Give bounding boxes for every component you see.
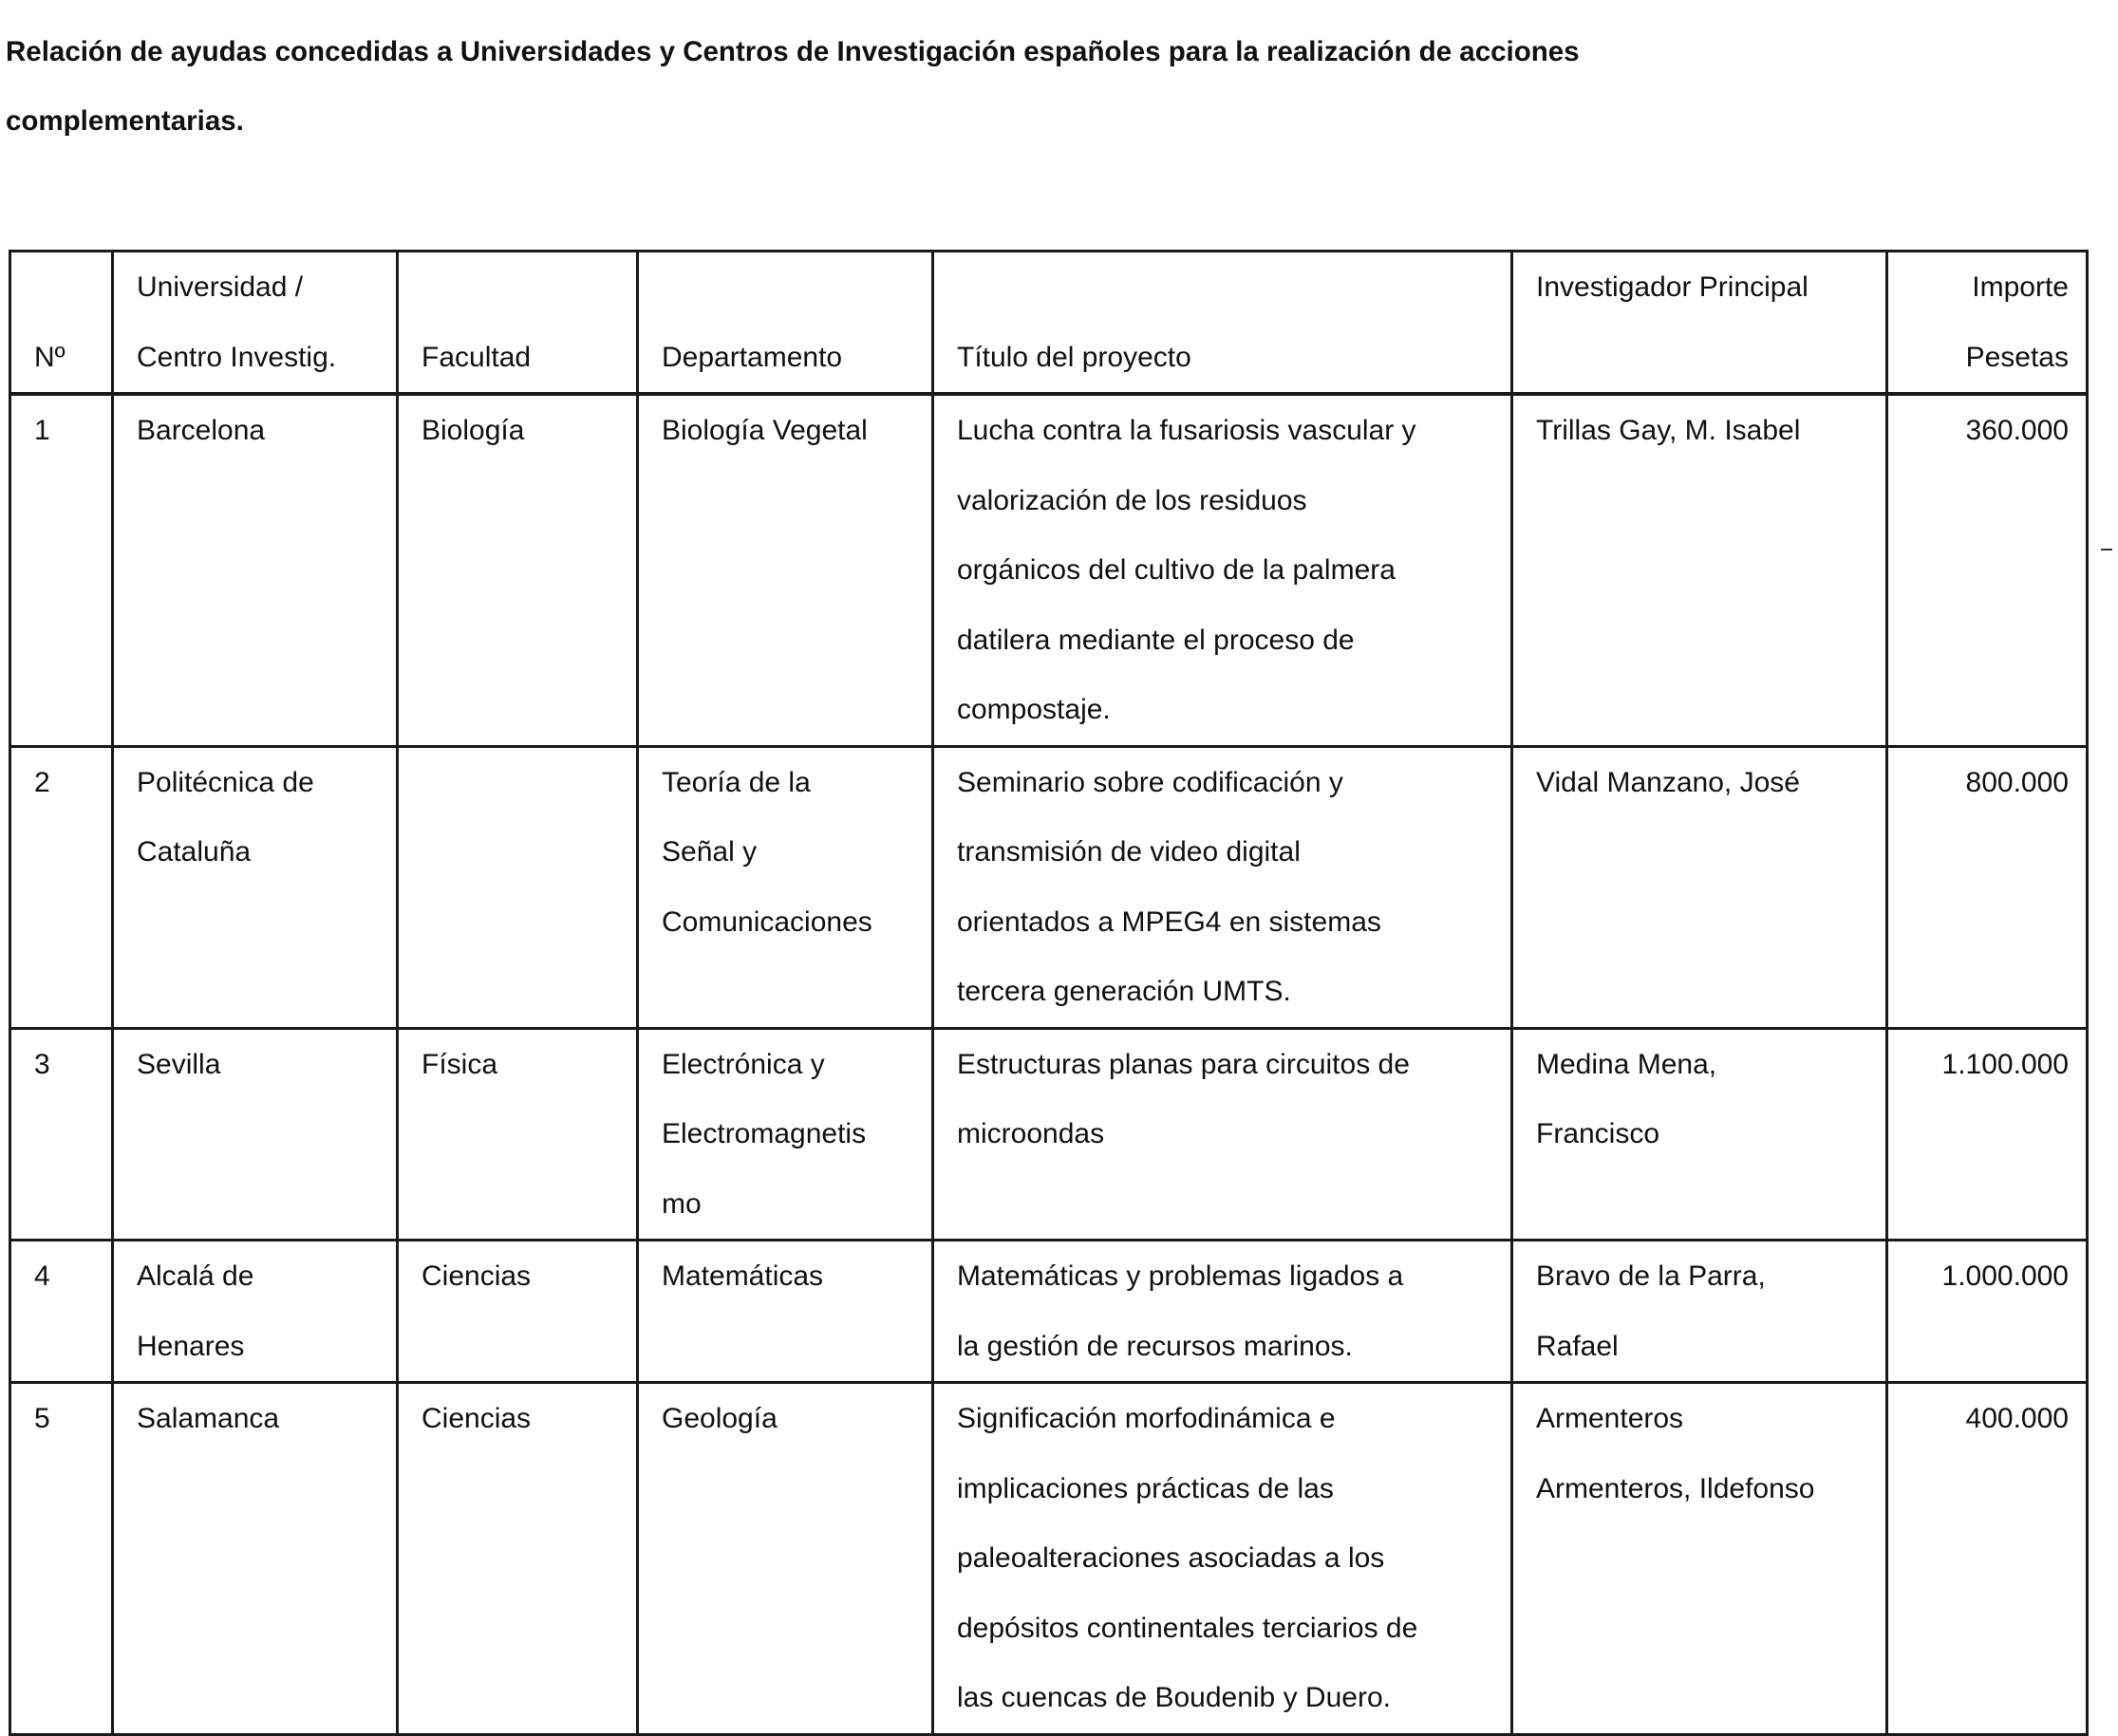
cell-investigador-line: Trillas Gay, M. Isabel <box>1536 415 1801 446</box>
cell-investigador-line: Armenteros, Ildefonso <box>1536 1472 1815 1504</box>
header-titulo: Título del proyecto <box>933 252 1512 395</box>
cell-num <box>10 1241 113 1383</box>
cell-universidad <box>113 1383 398 1735</box>
header-universidad: Universidad / Centro Investig. <box>113 252 398 395</box>
cell-titulo-line: Lucha contra la fusariosis vascular y <box>957 415 1416 446</box>
cell-importe-value: 800.000 <box>1965 766 2069 798</box>
cell-departamento-line: Señal y <box>662 836 758 868</box>
cell-facultad-line: Biología <box>422 415 525 446</box>
cell-departamento-line: Electromagnetis <box>662 1118 867 1149</box>
cell-importe <box>1887 394 2088 746</box>
cell-departamento-line: mo <box>662 1187 702 1220</box>
cell-departamento-line: Biología Vegetal <box>662 415 868 446</box>
cell-facultad <box>398 394 638 746</box>
cell-facultad <box>398 1383 638 1735</box>
cell-titulo <box>933 746 1512 1028</box>
cell-departamento-line: Teoría de la <box>662 766 811 798</box>
cell-universidad-line: Salamanca <box>137 1403 280 1434</box>
cell-num-value: 5 <box>34 1403 50 1434</box>
document-title-line-2: complementarias. <box>6 105 244 137</box>
cell-investigador-line: Medina Mena, <box>1536 1048 1717 1080</box>
cell-titulo-line: depósitos continentales terciarios de <box>957 1612 1418 1644</box>
cell-num-value: 4 <box>34 1260 50 1292</box>
cell-investigador-line: Bravo de la Parra, <box>1536 1260 1766 1292</box>
cell-titulo-line: Seminario sobre codificación y <box>957 766 1343 798</box>
cell-titulo <box>933 1383 1512 1735</box>
cell-importe <box>1887 1028 2088 1241</box>
cell-titulo <box>933 1241 1512 1383</box>
cell-departamento-line: Comunicaciones <box>662 905 872 938</box>
table-row <box>10 746 2088 1028</box>
cell-investigador-line: Rafael <box>1536 1330 1619 1362</box>
cell-titulo-line: Significación morfodinámica e <box>957 1403 1336 1434</box>
cell-investigador <box>1512 1383 1887 1735</box>
cell-departamento-line: Electrónica y <box>662 1048 825 1080</box>
table-row <box>10 1028 2088 1241</box>
header-departamento: Departamento <box>638 252 933 395</box>
cell-titulo-line: implicaciones prácticas de las <box>957 1472 1334 1504</box>
cell-importe <box>1887 1383 2088 1735</box>
cell-importe <box>1887 1241 2088 1383</box>
cell-investigador <box>1512 394 1887 746</box>
header-facultad: Facultad <box>398 252 638 395</box>
cell-titulo-line: compostaje. <box>957 694 1111 725</box>
table-header-row <box>10 252 2088 395</box>
cell-facultad-line: Ciencias <box>422 1260 532 1292</box>
cell-num-value: 3 <box>34 1048 50 1080</box>
cell-investigador <box>1512 746 1887 1028</box>
cell-investigador-line: Armenteros <box>1536 1403 1684 1434</box>
cell-num-value: 2 <box>34 766 50 798</box>
table-body <box>10 394 2088 1734</box>
cell-importe-value: 1.100.000 <box>1941 1048 2069 1080</box>
cell-num-value: 1 <box>34 415 50 446</box>
cell-departamento-line: Matemáticas <box>662 1260 824 1292</box>
cell-facultad <box>398 1028 638 1241</box>
cell-facultad <box>398 746 638 1028</box>
cell-titulo-line: transmisión de video digital <box>957 836 1301 868</box>
cell-departamento <box>638 1241 933 1383</box>
cell-universidad-line: Barcelona <box>137 415 266 446</box>
cell-departamento <box>638 746 933 1028</box>
table-row <box>10 1383 2088 1735</box>
cell-universidad <box>113 1241 398 1383</box>
cell-departamento-line: Geología <box>662 1403 778 1434</box>
cell-importe <box>1887 746 2088 1028</box>
cell-num <box>10 1028 113 1241</box>
document-title-line-1: Relación de ayudas concedidas a Universidades y Centros de Investigación españoles para la realización de acciones <box>6 36 1580 67</box>
cell-investigador <box>1512 1241 1887 1383</box>
cell-num <box>10 746 113 1028</box>
header-investigador: Investigador Principal <box>1512 252 1887 395</box>
cell-universidad-line: Henares <box>137 1330 245 1362</box>
cell-titulo-line: Matemáticas y problemas ligados a <box>957 1260 1404 1292</box>
cell-importe-value: 400.000 <box>1965 1403 2069 1434</box>
cell-titulo-line: orgánicos del cultivo de la palmera <box>957 554 1396 586</box>
cell-titulo <box>933 1028 1512 1241</box>
cell-titulo-line: paleoalteraciones asociadas a los <box>957 1542 1385 1574</box>
cell-titulo-line: Estructuras planas para circuitos de <box>957 1048 1410 1080</box>
cell-num <box>10 394 113 746</box>
cell-titulo-line: datilera mediante el proceso de <box>957 624 1355 656</box>
cell-num <box>10 1383 113 1735</box>
cell-departamento <box>638 1383 933 1735</box>
cell-universidad-line: Cataluña <box>137 836 252 868</box>
cell-facultad <box>398 1241 638 1383</box>
header-importe: Importe Pesetas <box>1887 252 2088 395</box>
cell-investigador <box>1512 1028 1887 1241</box>
cell-titulo-line: microondas <box>957 1118 1105 1149</box>
cell-titulo-line: valorización de los residuos <box>957 484 1307 516</box>
cell-universidad <box>113 394 398 746</box>
cell-titulo-line: tercera generación UMTS. <box>957 976 1291 1007</box>
cell-titulo-line: la gestión de recursos marinos. <box>957 1330 1353 1362</box>
margin-mark <box>2101 549 2112 551</box>
cell-titulo <box>933 394 1512 746</box>
cell-facultad-line: Ciencias <box>422 1403 532 1434</box>
cell-departamento <box>638 1028 933 1241</box>
cell-universidad <box>113 1028 398 1241</box>
table-row <box>10 1241 2088 1383</box>
table-row <box>10 394 2088 746</box>
cell-universidad <box>113 746 398 1028</box>
cell-universidad-line: Alcalá de <box>137 1260 254 1292</box>
grants-table <box>9 250 2089 1736</box>
cell-universidad-line: Sevilla <box>137 1048 221 1080</box>
header-num: Nº <box>10 252 113 395</box>
cell-titulo-line: orientados a MPEG4 en sistemas <box>957 905 1381 938</box>
cell-importe-value: 1.000.000 <box>1941 1260 2069 1292</box>
cell-universidad-line: Politécnica de <box>137 766 314 798</box>
cell-investigador-line: Vidal Manzano, José <box>1536 766 1800 798</box>
cell-titulo-line: las cuencas de Boudenib y Duero. <box>957 1682 1391 1713</box>
document-title <box>6 17 2047 156</box>
cell-investigador-line: Francisco <box>1536 1118 1660 1149</box>
cell-importe-value: 360.000 <box>1965 415 2069 446</box>
cell-facultad-line: Física <box>422 1048 498 1080</box>
cell-departamento <box>638 394 933 746</box>
